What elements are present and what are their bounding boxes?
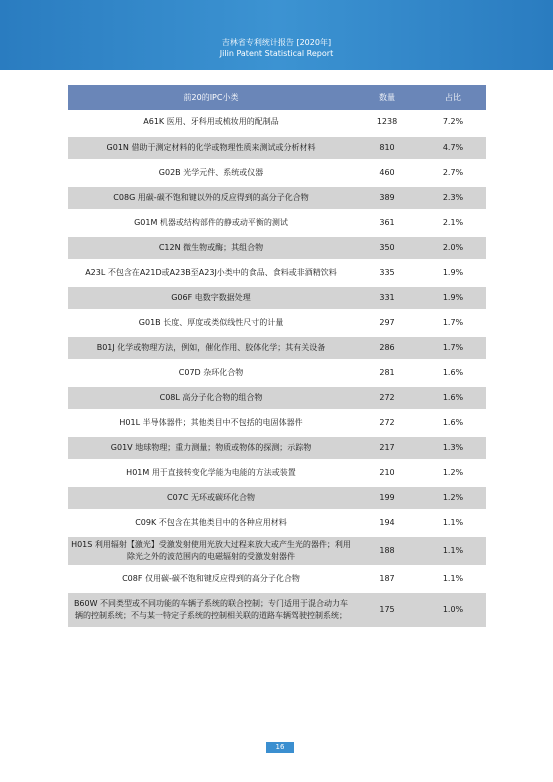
count-cell: 350 bbox=[354, 235, 420, 260]
count-cell: 297 bbox=[354, 310, 420, 335]
table-row bbox=[68, 435, 486, 460]
count-cell: 272 bbox=[354, 385, 420, 410]
ipc-class-cell: A23L 不包含在A21D或A23B至A23J小类中的食品、食料或非酒精饮料 bbox=[68, 260, 354, 285]
count-cell: 281 bbox=[354, 360, 420, 385]
header-band bbox=[0, 0, 553, 70]
count-cell: 331 bbox=[354, 285, 420, 310]
percent-cell: 1.1% bbox=[420, 566, 486, 591]
percent-cell: 1.6% bbox=[420, 360, 486, 385]
count-cell: 217 bbox=[354, 435, 420, 460]
column-header-percent: 占比 bbox=[420, 85, 486, 110]
report-subtitle: Jilin Patent Statistical Report bbox=[219, 49, 334, 58]
count-cell: 286 bbox=[354, 335, 420, 360]
table-row bbox=[68, 135, 486, 160]
ipc-class-cell: C08L 高分子化合物的组合物 bbox=[68, 385, 354, 410]
ipc-class-cell: G01B 长度、厚度或类似线性尺寸的计量 bbox=[68, 310, 354, 335]
ipc-class-cell: C12N 微生物或酶；其组合物 bbox=[68, 235, 354, 260]
table-row bbox=[68, 485, 486, 510]
count-cell: 460 bbox=[354, 160, 420, 185]
table-row bbox=[68, 335, 486, 360]
table-row bbox=[68, 535, 486, 566]
page-number: 16 bbox=[266, 742, 294, 753]
ipc-class-cell: C07C 无环或碳环化合物 bbox=[68, 485, 354, 510]
percent-cell: 1.7% bbox=[420, 335, 486, 360]
percent-cell: 1.9% bbox=[420, 260, 486, 285]
table-row bbox=[68, 510, 486, 535]
ipc-class-cell: H01L 半导体器件；其他类目中不包括的电固体器件 bbox=[68, 410, 354, 435]
table-row bbox=[68, 260, 486, 285]
percent-cell: 2.3% bbox=[420, 185, 486, 210]
count-cell: 361 bbox=[354, 210, 420, 235]
table-row bbox=[68, 285, 486, 310]
percent-cell: 7.2% bbox=[420, 110, 486, 135]
count-cell: 210 bbox=[354, 460, 420, 485]
ipc-class-cell: G01V 地球物理；重力测量；物质或物体的探测；示踪物 bbox=[68, 435, 354, 460]
count-cell: 175 bbox=[354, 591, 420, 628]
table-row bbox=[68, 185, 486, 210]
ipc-class-cell: G02B 光学元件、系统或仪器 bbox=[68, 160, 354, 185]
column-header-class: 前20的IPC小类 bbox=[68, 85, 354, 110]
percent-cell: 1.2% bbox=[420, 460, 486, 485]
ipc-class-cell: G01M 机器或结构部件的静或动平衡的测试 bbox=[68, 210, 354, 235]
count-cell: 188 bbox=[354, 535, 420, 566]
percent-cell: 1.7% bbox=[420, 310, 486, 335]
table-row bbox=[68, 410, 486, 435]
ipc-class-cell: C08F 仅用碳-碳不饱和键反应得到的高分子化合物 bbox=[68, 566, 354, 591]
percent-cell: 1.3% bbox=[420, 435, 486, 460]
count-cell: 199 bbox=[354, 485, 420, 510]
count-cell: 389 bbox=[354, 185, 420, 210]
count-cell: 187 bbox=[354, 566, 420, 591]
report-title: 吉林省专利统计报告 [2020年] bbox=[221, 38, 332, 47]
percent-cell: 4.7% bbox=[420, 135, 486, 160]
ipc-class-cell: B01J 化学或物理方法，例如，催化作用、胶体化学；其有关设备 bbox=[68, 335, 354, 360]
table-header-row bbox=[68, 85, 486, 110]
percent-cell: 1.2% bbox=[420, 485, 486, 510]
table-row bbox=[68, 160, 486, 185]
percent-cell: 1.6% bbox=[420, 410, 486, 435]
percent-cell: 1.1% bbox=[420, 510, 486, 535]
table-row bbox=[68, 310, 486, 335]
table-row bbox=[68, 210, 486, 235]
ipc-class-cell: H01S 利用辐射【激光】受激发射使用光放大过程来放大或产生光的器件；利用除光之外的波范围内的电磁辐射的受激发射器件 bbox=[68, 535, 354, 566]
ipc-class-cell: C08G 用碳-碳不饱和键以外的反应得到的高分子化合物 bbox=[68, 185, 354, 210]
percent-cell: 1.9% bbox=[420, 285, 486, 310]
ipc-class-cell: C09K 不包含在其他类目中的各种应用材料 bbox=[68, 510, 354, 535]
ipc-class-cell: B60W 不同类型或不同功能的车辆子系统的联合控制；专门适用于混合动力车辆的控制系统；不与某一特定子系统的控制相关联的道路车辆驾驶控制系统； bbox=[68, 591, 354, 628]
ipc-class-cell: C07D 杂环化合物 bbox=[68, 360, 354, 385]
table-row bbox=[68, 460, 486, 485]
count-cell: 335 bbox=[354, 260, 420, 285]
count-cell: 194 bbox=[354, 510, 420, 535]
percent-cell: 2.7% bbox=[420, 160, 486, 185]
table-row bbox=[68, 360, 486, 385]
count-cell: 810 bbox=[354, 135, 420, 160]
ipc-class-cell: G01N 借助于测定材料的化学或物理性质来测试或分析材料 bbox=[68, 135, 354, 160]
ipc-class-cell: A61K 医用、牙科用或梳妆用的配制品 bbox=[68, 110, 354, 135]
ipc-class-cell: H01M 用于直接转变化学能为电能的方法或装置 bbox=[68, 460, 354, 485]
percent-cell: 1.6% bbox=[420, 385, 486, 410]
ipc-table bbox=[68, 85, 486, 630]
table-row bbox=[68, 591, 486, 628]
table-row bbox=[68, 566, 486, 591]
count-cell: 272 bbox=[354, 410, 420, 435]
table-row bbox=[68, 385, 486, 410]
percent-cell: 1.0% bbox=[420, 591, 486, 628]
percent-cell: 2.0% bbox=[420, 235, 486, 260]
percent-cell: 1.1% bbox=[420, 535, 486, 566]
ipc-class-cell: G06F 电数字数据处理 bbox=[68, 285, 354, 310]
count-cell: 1238 bbox=[354, 110, 420, 135]
table-row bbox=[68, 110, 486, 135]
percent-cell: 2.1% bbox=[420, 210, 486, 235]
column-header-count: 数量 bbox=[354, 85, 420, 110]
table-row bbox=[68, 235, 486, 260]
